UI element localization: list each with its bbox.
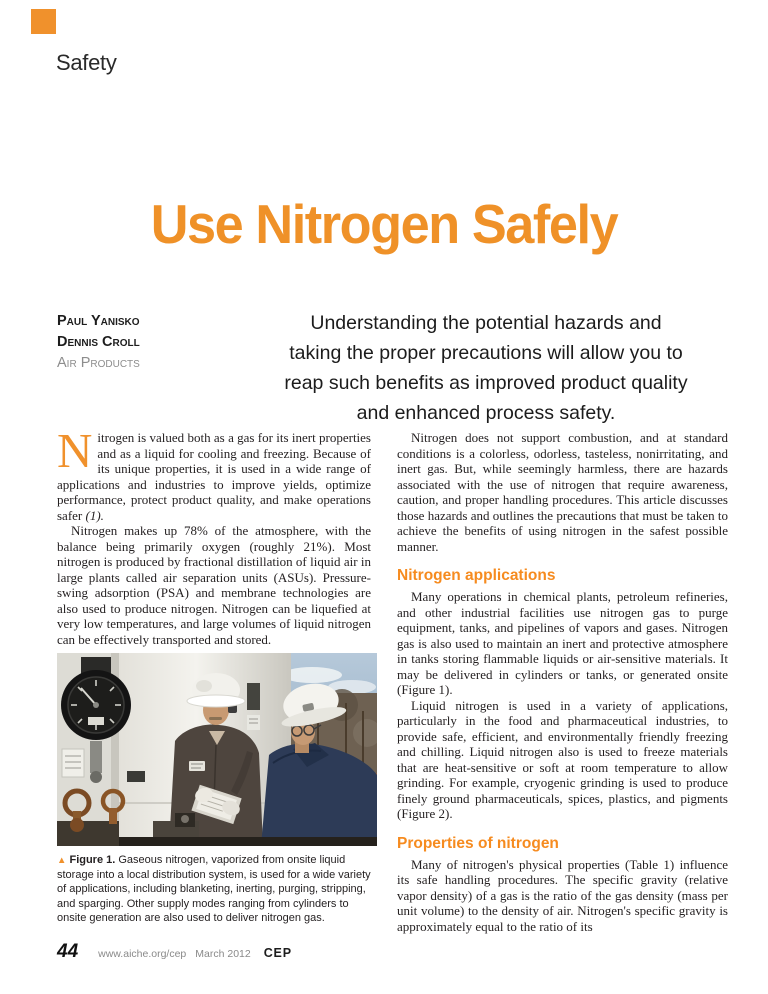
figure-marker-icon: ▲: [57, 855, 67, 866]
deck-line: Understanding the potential hazards and: [310, 312, 662, 334]
body-paragraph: Liquid nitrogen is used in a variety of applications, particularly in the food and pharmaceutical industries, to provide safe, efficient, and environmentally friendly freezing and chilling. Liquid nitrogen also is used to freeze materials that are heat-sensitive or soft at room temperature to allow grinding. For example, cryogenic grinding is used to produce finely ground pharmaceuticals, spices, plastics, and pigments (Figure 2).: [397, 697, 728, 821]
issue-date: March 2012: [195, 948, 251, 960]
deck-line: and enhanced process safety.: [356, 402, 616, 424]
author-affiliation: Air Products: [57, 355, 140, 371]
body-paragraph: Many operations in chemical plants, petroleum refineries, and other industrial facilities use nitrogen gas to purge equipment, tanks, and pipelines of vapors and gases. Nitrogen gas is also used to maintain an inert and protective atmosphere in tanks storing flammable liquids or air-sensitive materials. It may be delivered in cylinders or tanks, or generated onsite (Figure 1).: [397, 589, 728, 697]
body-column-left: [57, 423, 371, 647]
department-label: Safety: [56, 50, 117, 75]
body-paragraph: Nitrogen does not support combustion, and at standard conditions is a colorless, odorless, tasteless, nonirritating, and inert gas. But, while seemingly harmless, there are hazards associated with the use of nitrogen that require awareness, caution, and proper handling procedures. This article discusses those hazards and outlines the precautions that must be taken to achieve the benefits of using nitrogen in the safest possible manner.: [397, 430, 728, 554]
reference-citation: (1).: [85, 507, 104, 523]
author-name: Dennis Croll: [57, 334, 140, 350]
figure-caption-text: Gaseous nitrogen, vaporized from onsite liquid storage into a local distribution system, is used for a wide variety of applications, including blanketing, inerting, purging, stripping, and sparging. Other supply modes ranging from cylinders to onsite generation are also used to deliver nitrogen gas.: [57, 854, 371, 924]
article-title: Use Nitrogen Safely: [150, 193, 618, 255]
article-deck: [274, 308, 698, 428]
byline: [57, 311, 140, 374]
figure-label: Figure 1.: [69, 854, 116, 866]
body-paragraph: Nitrogen makes up 78% of the atmosphere, with the balance being primarily oxygen (roughly 21%). Most nitrogen is produced by fractional distillation of liquid air in large plants called air separation units (ASUs). Pressure-swing adsorption (PSA) and membrane technologies are also used to produce nitrogen. Nitrogen can be liquefied at very low temperatures, and large volumes of liquid nitrogen can be effectively transported and stored.: [57, 523, 371, 647]
figure1-caption: [57, 853, 375, 925]
section-heading: Properties of nitrogen: [397, 834, 559, 852]
page-number: 44: [57, 941, 79, 962]
intro-paragraph: [57, 423, 371, 523]
deck-line: taking the proper precautions will allow you to: [289, 342, 683, 364]
deck-line: reap such benefits as improved product quality: [284, 372, 688, 394]
section-heading: Nitrogen applications: [397, 567, 556, 584]
page-footer: [57, 941, 292, 963]
body-column-right: [397, 430, 728, 934]
publication-logo: CEP: [263, 946, 292, 960]
figure1-photo: [57, 653, 377, 846]
author-name: Paul Yanisko: [57, 313, 140, 329]
website-url: www.aiche.org/cep: [98, 948, 187, 960]
drop-cap: N: [57, 423, 93, 478]
intro-text: itrogen is valued both as a gas for its inert properties and as a liquid for cooling and freezing. Because of its unique properties, it is used in a wide range of applications and industries to improve yields, optimize performance, protect product quality, and make operations safer: [57, 430, 371, 523]
department-color-square: [31, 9, 56, 34]
body-paragraph: Many of nitrogen's physical properties (Table 1) influence its safe handling procedures. The specific gravity (relative vapor density) of a gas is the ratio of the gas density (mass per unit volume) to the density of air. Nitrogen's specific gravity is approximately equal to the ratio of its: [397, 856, 728, 934]
